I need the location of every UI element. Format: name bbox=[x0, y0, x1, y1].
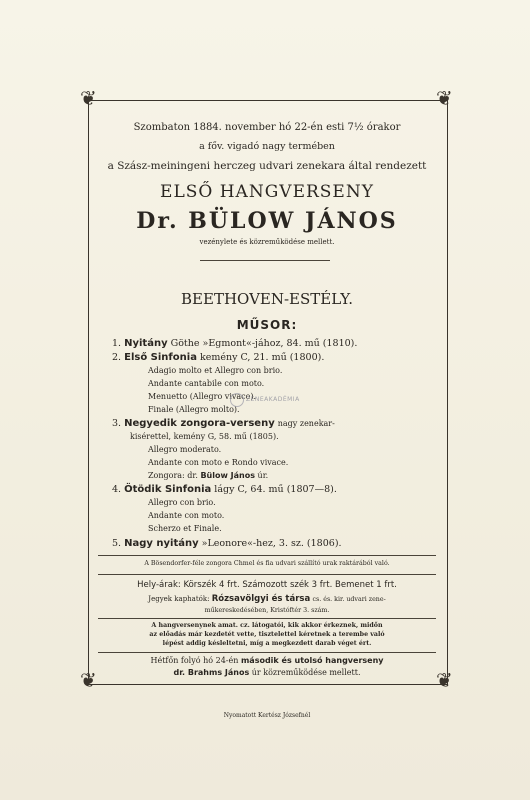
venue-line: a főv. vigadó nagy termében bbox=[199, 141, 335, 152]
next-concert-line-1: Hétfőn folyó hó 24-én második és utolsó hangverseny bbox=[150, 656, 384, 665]
program-item-1: 1. Nyitány Göthe »Egmont«-jához, 84. mű (1810). bbox=[112, 338, 358, 349]
corner-ornament-top-left: ❦ bbox=[80, 86, 97, 110]
notice-line-3: lépést addig késleltetni, míg a megkezdett darab véget ért. bbox=[162, 640, 372, 647]
concert-title: ELSŐ HANGVERSENY bbox=[160, 182, 374, 202]
library-stamp-ring bbox=[230, 393, 244, 407]
movement-4-3: Scherzo et Finale. bbox=[148, 524, 222, 533]
movement-2-3: Menuetto (Allegro vivace). bbox=[148, 392, 257, 401]
divider bbox=[98, 574, 436, 575]
piano-note: A Bösendorfer-féle zongora Chmel és fia udvari szállító urak raktárából való. bbox=[144, 560, 390, 567]
movement-3-1: Allegro moderato. bbox=[148, 445, 222, 454]
movement-3-2: Andante con moto e Rondo vivace. bbox=[148, 458, 289, 467]
notice-line-2: az előadás már kezdetét vette, tisztelettel kéretnek a terembe való bbox=[149, 631, 385, 638]
tickets-line: Jegyek kaphatók: Rózsavölgyi és társa cs. és. kir. udvari zene- bbox=[148, 594, 386, 604]
conductor-subtitle: vezénylete és közreműködése mellett. bbox=[199, 238, 335, 246]
conductor-name: Dr. BÜLOW JÁNOS bbox=[136, 208, 398, 234]
divider bbox=[98, 555, 436, 556]
tickets-address: műkereskedésében, Kristóftér 3. szám. bbox=[204, 607, 330, 614]
organizer-line: a Szász-meiningeni herczeg udvari zenekara által rendezett bbox=[107, 160, 427, 172]
next-concert-line-2: dr. Brahms János úr közreműködése mellett. bbox=[173, 668, 361, 677]
divider bbox=[98, 618, 436, 619]
movement-2-2: Andante cantabile con moto. bbox=[148, 379, 265, 388]
library-stamp: ZENEAKADÉMIA bbox=[246, 396, 300, 403]
program-item-4: 4. Ötödik Sinfonia lágy C, 64. mű (1807—8). bbox=[112, 484, 337, 495]
evening-title: BEETHOVEN-ESTÉLY. bbox=[181, 290, 353, 308]
corner-ornament-top-right: ❦ bbox=[436, 86, 453, 110]
program-item-2: 2. Első Sinfonia kemény C, 21. mű (1800). bbox=[112, 352, 325, 363]
corner-ornament-bottom-right: ❦ bbox=[436, 668, 453, 692]
movement-2-1: Adagio molto et Allegro con brio. bbox=[148, 366, 283, 375]
soloist-line: Zongora: dr. Bülow János úr. bbox=[148, 471, 269, 480]
notice-line-1: A hangversenynek amat. cz. látogatói, kik akkor érkeznek, midőn bbox=[151, 622, 383, 629]
program-item-3: 3. Negyedik zongora-verseny nagy zenekar- bbox=[112, 418, 335, 429]
date-line: Szombaton 1884. november hó 22-én esti 7½ órakor bbox=[133, 122, 401, 133]
program-item-3-desc: kisérettel, kemény G, 58. mű (1805). bbox=[130, 432, 279, 441]
movement-4-1: Allegro con brio. bbox=[148, 498, 216, 507]
program-item-5: 5. Nagy nyitány »Leonore«-hez, 3. sz. (1806). bbox=[112, 538, 342, 549]
movement-2-4: Finale (Allegro molto). bbox=[148, 405, 240, 414]
printer-credit: Nyomatott Kertész Józsefnél bbox=[223, 712, 311, 719]
divider bbox=[98, 652, 436, 653]
price-line: Hely-árak: Körszék 4 frt. Számozott szék 3 frt. Bemenet 1 frt. bbox=[137, 580, 397, 590]
divider bbox=[200, 260, 330, 261]
corner-ornament-bottom-left: ❦ bbox=[80, 668, 97, 692]
movement-4-2: Andante con moto. bbox=[148, 511, 225, 520]
program-heading: MŰSOR: bbox=[236, 318, 298, 332]
